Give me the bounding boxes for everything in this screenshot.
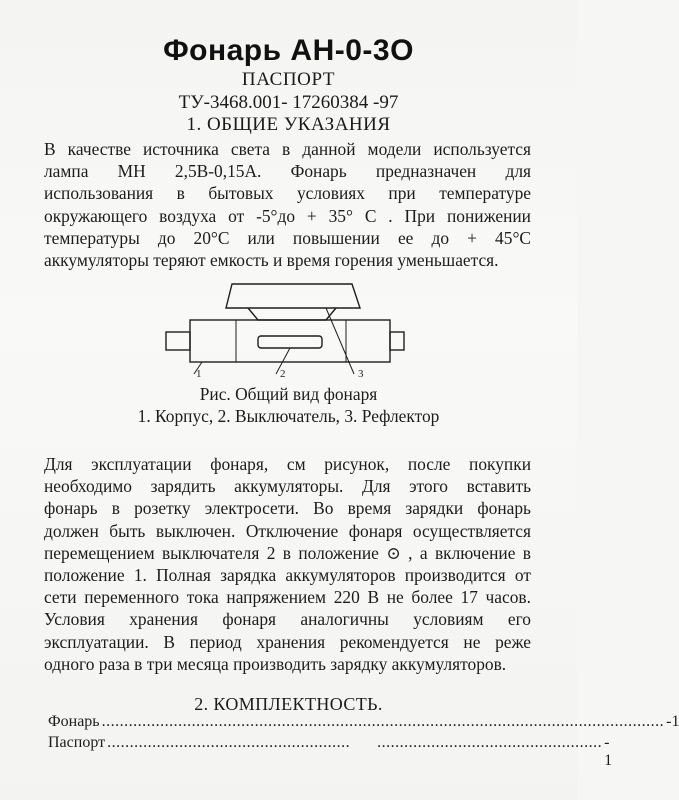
text-line: аккумуляторы теряют емкость и время горения уменьшается. <box>44 250 499 271</box>
text-line: Условия хранения фонаря аналогичны условиям его <box>44 609 531 630</box>
text-line: сети переменного тока напряжением 220 В не более 17 часов. <box>44 587 531 608</box>
text-line: эксплуатации. В период хранения рекомендуется не реже <box>44 631 531 652</box>
kit-item-name: Фонарь <box>48 713 100 730</box>
text-line: окружающего воздуха от -5°до + 35° С . При понижении <box>44 205 531 226</box>
text-line: В качестве источника света в данной модели используется <box>44 139 531 159</box>
text-line: необходимо зарядить аккумуляторы. Для этого вставить <box>44 476 531 497</box>
text-line: должен быть выключен. Отключение фонаря осуществляется <box>44 520 531 541</box>
label-2: 2 <box>280 368 286 380</box>
reflector-shape <box>226 284 360 308</box>
neck-shape <box>248 308 336 320</box>
text-line: фонарь в розетку электросети. Во время зарядки фонарь <box>44 498 531 519</box>
section-heading-general: 1. ОБЩИЕ УКАЗАНИЯ <box>186 114 391 135</box>
operation-paragraph <box>44 453 531 675</box>
flashlight-diagram <box>150 278 430 378</box>
spec-code: ТУ-3468.001- 17260384 -97 <box>178 92 399 113</box>
document-type: ПАСПОРТ <box>241 69 336 90</box>
text-line: положение 1. Полная зарядка аккумуляторов производится от <box>44 565 531 586</box>
right-cap-shape <box>390 332 404 350</box>
kit-item <box>48 734 613 770</box>
text-line: использования в бытовых условиях при температуре <box>44 183 531 204</box>
kit-item <box>48 713 679 731</box>
text-line: перемещением выключателя 2 в положение ⊙ , а включение в <box>44 542 531 563</box>
section-heading-completeness: 2. КОМПЛЕКТНОСТЬ. <box>194 694 383 714</box>
kit-item-qty: - 1 <box>604 734 613 769</box>
dot-leader: ...................................................... .................................................. <box>107 734 603 751</box>
kit-item-qty: -1 <box>666 713 679 730</box>
figure-legend: 1. Корпус, 2. Выключатель, 3. Рефлектор <box>137 406 440 426</box>
text-line: одного раза в три месяца производить зарядку аккумуляторов. <box>44 653 507 674</box>
kit-item-name: Паспорт <box>48 734 106 751</box>
label-3: 3 <box>358 368 364 380</box>
body-shape <box>190 320 390 362</box>
document-title: Фонарь АН-0-3О <box>163 34 414 67</box>
text-line: температуры до 20°С или повышении ее до + 45°С <box>44 227 531 248</box>
left-plug-shape <box>166 332 190 350</box>
text-line: Для эксплуатации фонаря, см рисунок, после покупки <box>44 454 531 474</box>
text-line: лампа МН 2,5В-0,15А. Фонарь предназначен для <box>44 161 531 182</box>
label-1: 1 <box>196 368 202 380</box>
dot-leader: ............................................................................................................................. <box>101 713 665 730</box>
general-instructions-paragraph <box>44 138 531 271</box>
switch-slot-shape <box>258 336 322 348</box>
figure-caption: Рис. Общий вид фонаря <box>199 384 378 404</box>
